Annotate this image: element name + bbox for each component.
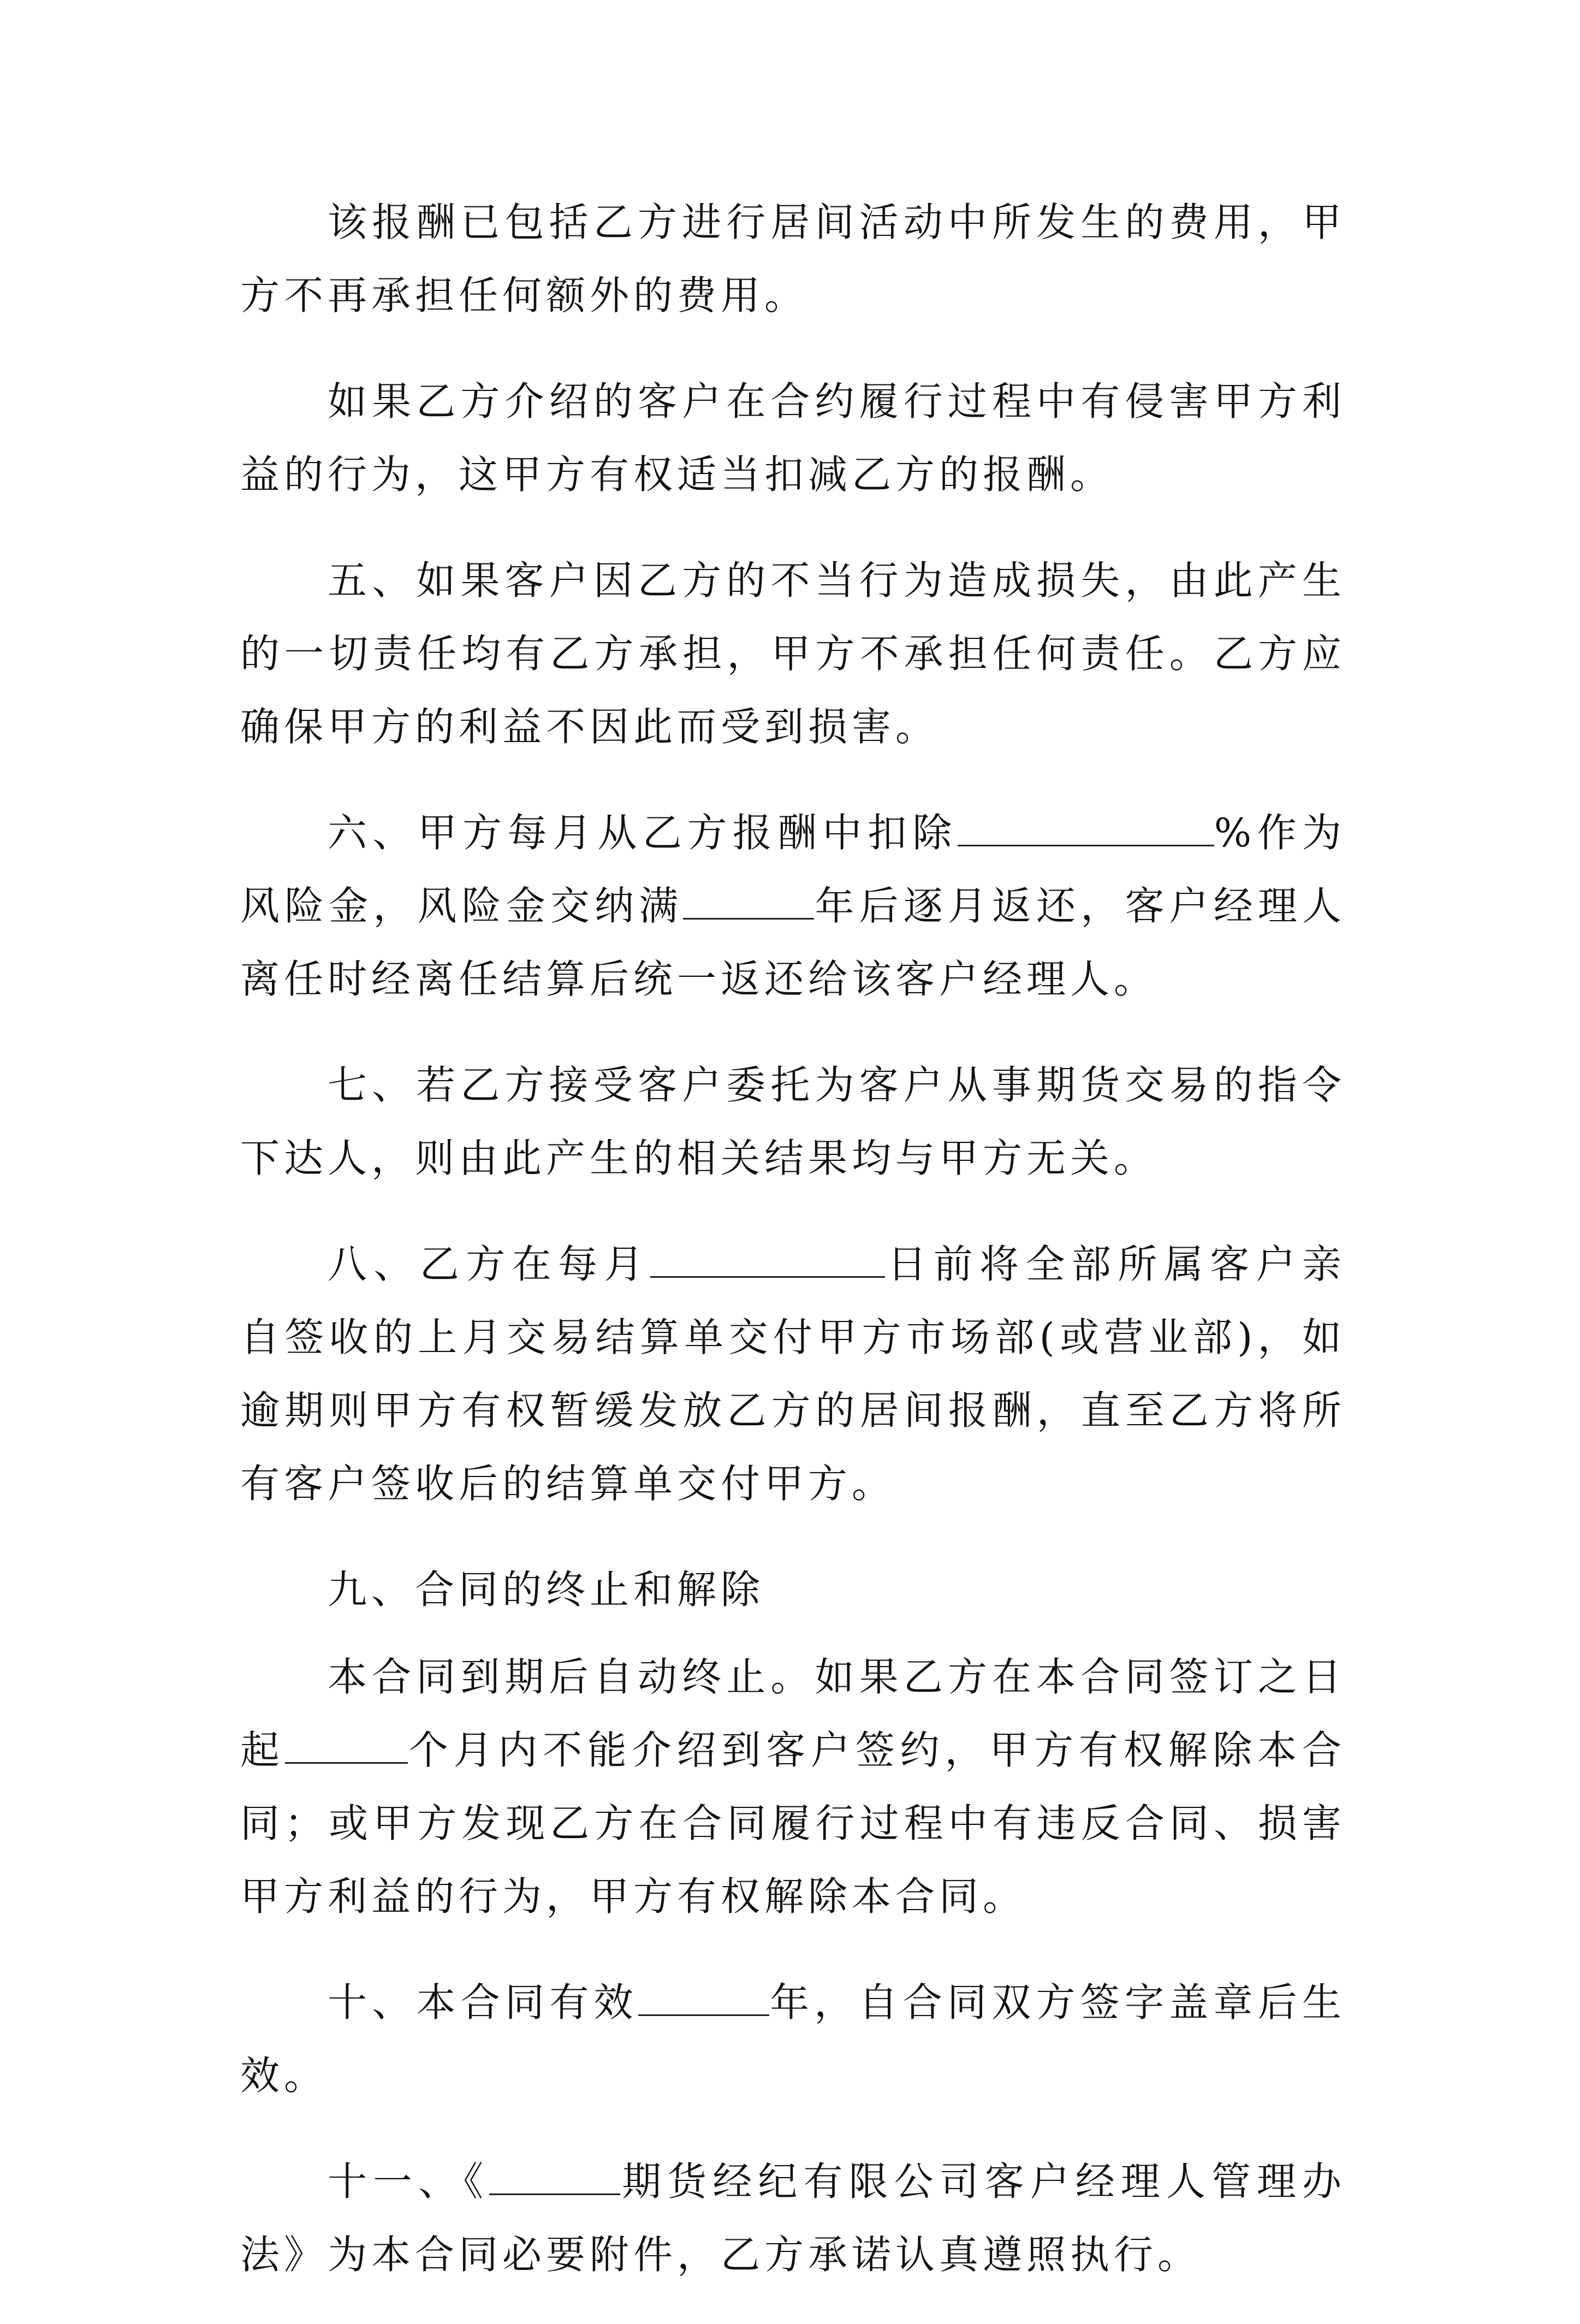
paragraph-fee-deduction: 如果乙方介绍的客户在合约履行过程中有侵害甲方利益的行为，这甲方有权适当扣减乙方的报酬。 [240, 378, 1346, 497]
clause-10-text-after: 年，自合同双方签字盖章后生效。 [240, 1979, 1346, 2098]
clause-10-validity [240, 1966, 1346, 2112]
clause-8-settlement [240, 1228, 1346, 1520]
clause-8-text-before: 八、乙方在每月 [328, 1241, 650, 1287]
clause-11-text-before: 十一、《 [328, 2159, 490, 2204]
paragraph-fee-included: 该报酬已包括乙方进行居间活动中所发生的费用，甲方不再承担任何额外的费用。 [240, 199, 1346, 318]
termination-months-blank[interactable] [285, 1729, 408, 1764]
company-name-blank[interactable] [489, 2161, 620, 2195]
clause-6-risk-fund [240, 796, 1346, 1016]
settlement-day-blank[interactable] [650, 1243, 885, 1278]
clause-9-heading: 九、合同的终止和解除 [328, 1567, 765, 1612]
clause-9-termination [240, 1640, 1346, 1933]
risk-fund-percent-blank[interactable] [958, 812, 1214, 846]
validity-years-blank[interactable] [638, 1982, 769, 2016]
clause-6-text-after: 年后逐月返还，客户经理人离任时经离任结算后统一返还给该客户经理人。 [240, 883, 1346, 1002]
clause-10-text-before: 十、本合同有效 [328, 1979, 638, 2025]
clause-6-text-before: 六、甲方每月从乙方报酬中扣除 [328, 810, 958, 856]
clause-9-text-after: 个月内不能介绍到客户签约，甲方有权解除本合同；或甲方发现乙方在合同履行过程中有违反合同、损害甲方利益的行为，甲方有权解除本合同。 [240, 1727, 1346, 1919]
risk-fund-years-blank[interactable] [683, 885, 814, 920]
clause-9-text-before: 本合同到期后自动终止。如果乙方在本合同签订之日起 [240, 1654, 1346, 1773]
clause-7-instruction: 七、若乙方接受客户委托为客户从事期货交易的指令下达人，则由此产生的相关结果均与甲方无关。 [240, 1062, 1346, 1181]
clause-8-text-after: 日前将全部所属客户亲自签收的上月交易结算单交付甲方市场部(或营业部)，如逾期则甲方有权暂缓发放乙方的居间报酬，直至乙方将所有客户签收后的结算单交付甲方。 [240, 1241, 1346, 1507]
clause-11-text-after: 期货经纪有限公司客户经理人管理办法》为本合同必要附件，乙方承诺认真遵照执行。 [240, 2159, 1346, 2278]
clause-6-text-middle: %作为风险金，风险金交纳满 [240, 810, 1346, 929]
clause-11-annex [240, 2145, 1346, 2291]
clause-5-liability: 五、如果客户因乙方的不当行为造成损失，由此产生的一切责任均有乙方承担，甲方不承担任何责任。乙方应确保甲方的利益不因此而受到损害。 [240, 558, 1346, 750]
document-page [240, 186, 1346, 2324]
